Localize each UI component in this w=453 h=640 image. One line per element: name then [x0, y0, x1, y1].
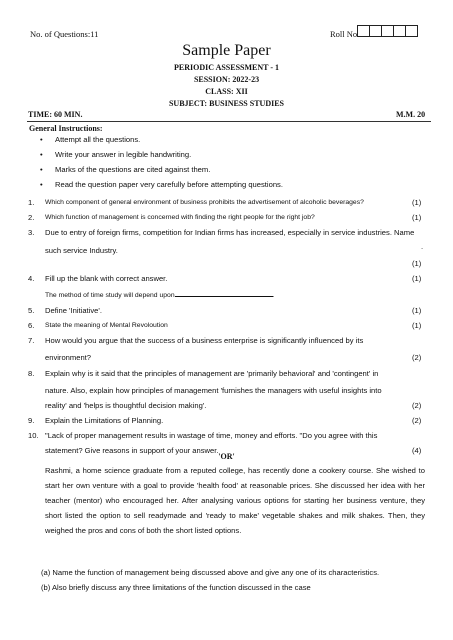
- subject-line: SUBJECT: BUSINESS STUDIES: [168, 99, 284, 108]
- question-text-cont: nature. Also, explain how principles of management 'furnishes the managers with useful insights into: [45, 386, 382, 395]
- question-text: Which component of general environment of business prohibits the advertisement of alcoholic beverages?: [45, 199, 364, 206]
- question-text: "Lack of proper management results in wastage of time, money and efforts. "Do you agree with this: [45, 431, 378, 440]
- question-text: Due to entry of foreign firms, competition for Indian firms has increased, especially in service industries. Name: [45, 228, 415, 237]
- question-marks: (1): [412, 259, 422, 268]
- instruction-item: • Attempt all the questions.: [42, 135, 140, 144]
- or-label: 'OR': [218, 452, 235, 461]
- question-marks: (1): [412, 198, 422, 207]
- question-marks: (2): [412, 416, 422, 425]
- question-number: 10.: [28, 431, 39, 440]
- question-text: Define 'Initiative'.: [45, 306, 102, 315]
- question-marks: (4): [412, 446, 422, 455]
- question-text: Explain the Limitations of Planning.: [45, 416, 164, 425]
- question-number: 4.: [28, 274, 35, 283]
- question-number: 3.: [28, 228, 35, 237]
- question-number: 5.: [28, 306, 35, 315]
- sub-question-text: Name the function of management being discussed above and give any one of its characteristics.: [52, 568, 380, 577]
- page-title: Sample Paper: [182, 42, 271, 59]
- question-dot: .: [421, 242, 424, 251]
- question-text: Which function of management is concerned with finding the right people for the right job?: [45, 214, 315, 221]
- question-marks: (1): [412, 213, 422, 222]
- max-marks-label: M.M. 20: [396, 110, 426, 119]
- question-text: Explain why is it said that the principles of management are 'primarily behavioral' and 'contingent' in: [45, 369, 379, 378]
- question-text-cont: reality' and 'helps is thoughtful decision making'.: [45, 401, 207, 410]
- question-number: 1.: [28, 198, 35, 207]
- case-study-paragraph: Rashmi, a home science graduate from a reputed college, has recently done a cookery course. She wished to start her own venture with a goal to provide 'health food' at reasonable prices. She discussed her idea with her teacher (mentor) who encouraged her. After analysing various options for starting her business venture, they short listed the option to sell readymade and 'ready to make' vegetable shakes and milk shakes. Then, they weighed the pros and cons of both the short listed options.: [45, 466, 425, 535]
- header-divider: [27, 121, 431, 122]
- sub-question-text: Also briefly discuss any three limitations of the function discussed in the case: [51, 583, 311, 592]
- instruction-item: • Write your answer in legible handwriting.: [42, 150, 191, 159]
- roll-number-boxes: [358, 25, 418, 37]
- answer-blank: [175, 290, 273, 297]
- sub-question-label: (b): [41, 583, 51, 592]
- assessment-line: PERIODIC ASSESSMENT - 1: [174, 63, 279, 72]
- session-line: SESSION: 2022-23: [193, 75, 260, 84]
- instructions-title: General Instructions:: [29, 124, 103, 133]
- question-marks: (1): [412, 274, 422, 283]
- roll-label: Roll No.: [330, 29, 360, 39]
- question-text-cont: statement? Give reasons in support of your answer.: [45, 446, 219, 455]
- question-marks: (2): [412, 401, 422, 410]
- question-text: State the meaning of Mental Revoloution: [45, 322, 168, 329]
- question-marks: (1): [412, 321, 422, 330]
- question-number: 9.: [28, 416, 35, 425]
- roll-box: [405, 25, 418, 37]
- question-number: 7.: [28, 336, 35, 345]
- question-text: How would you argue that the success of a business enterprise is significantly influenced by its: [45, 336, 364, 345]
- question-number: 2.: [28, 213, 35, 222]
- instruction-item: • Read the question paper very carefully before attempting questions.: [42, 180, 283, 189]
- time-label: TIME: 60 MIN.: [28, 110, 83, 119]
- instruction-item: • Marks of the questions are cited against them.: [42, 165, 210, 174]
- num-questions: No. of Questions:11: [30, 29, 99, 39]
- class-line: CLASS: XII: [205, 87, 248, 96]
- question-text-cont: environment?: [45, 353, 92, 362]
- question-number: 6.: [28, 321, 35, 330]
- question-text-cont: The method of time study will depend upon .: [45, 292, 275, 299]
- question-text-cont: such service Industry.: [45, 246, 118, 255]
- sub-question-label: (a): [41, 568, 51, 577]
- sub-question: [41, 583, 311, 592]
- question-marks: (1): [412, 306, 422, 315]
- question-marks: (2): [412, 353, 422, 362]
- question-text: Fill up the blank with correct answer.: [45, 274, 168, 283]
- sub-question: [41, 568, 379, 577]
- question-number: 8.: [28, 369, 35, 378]
